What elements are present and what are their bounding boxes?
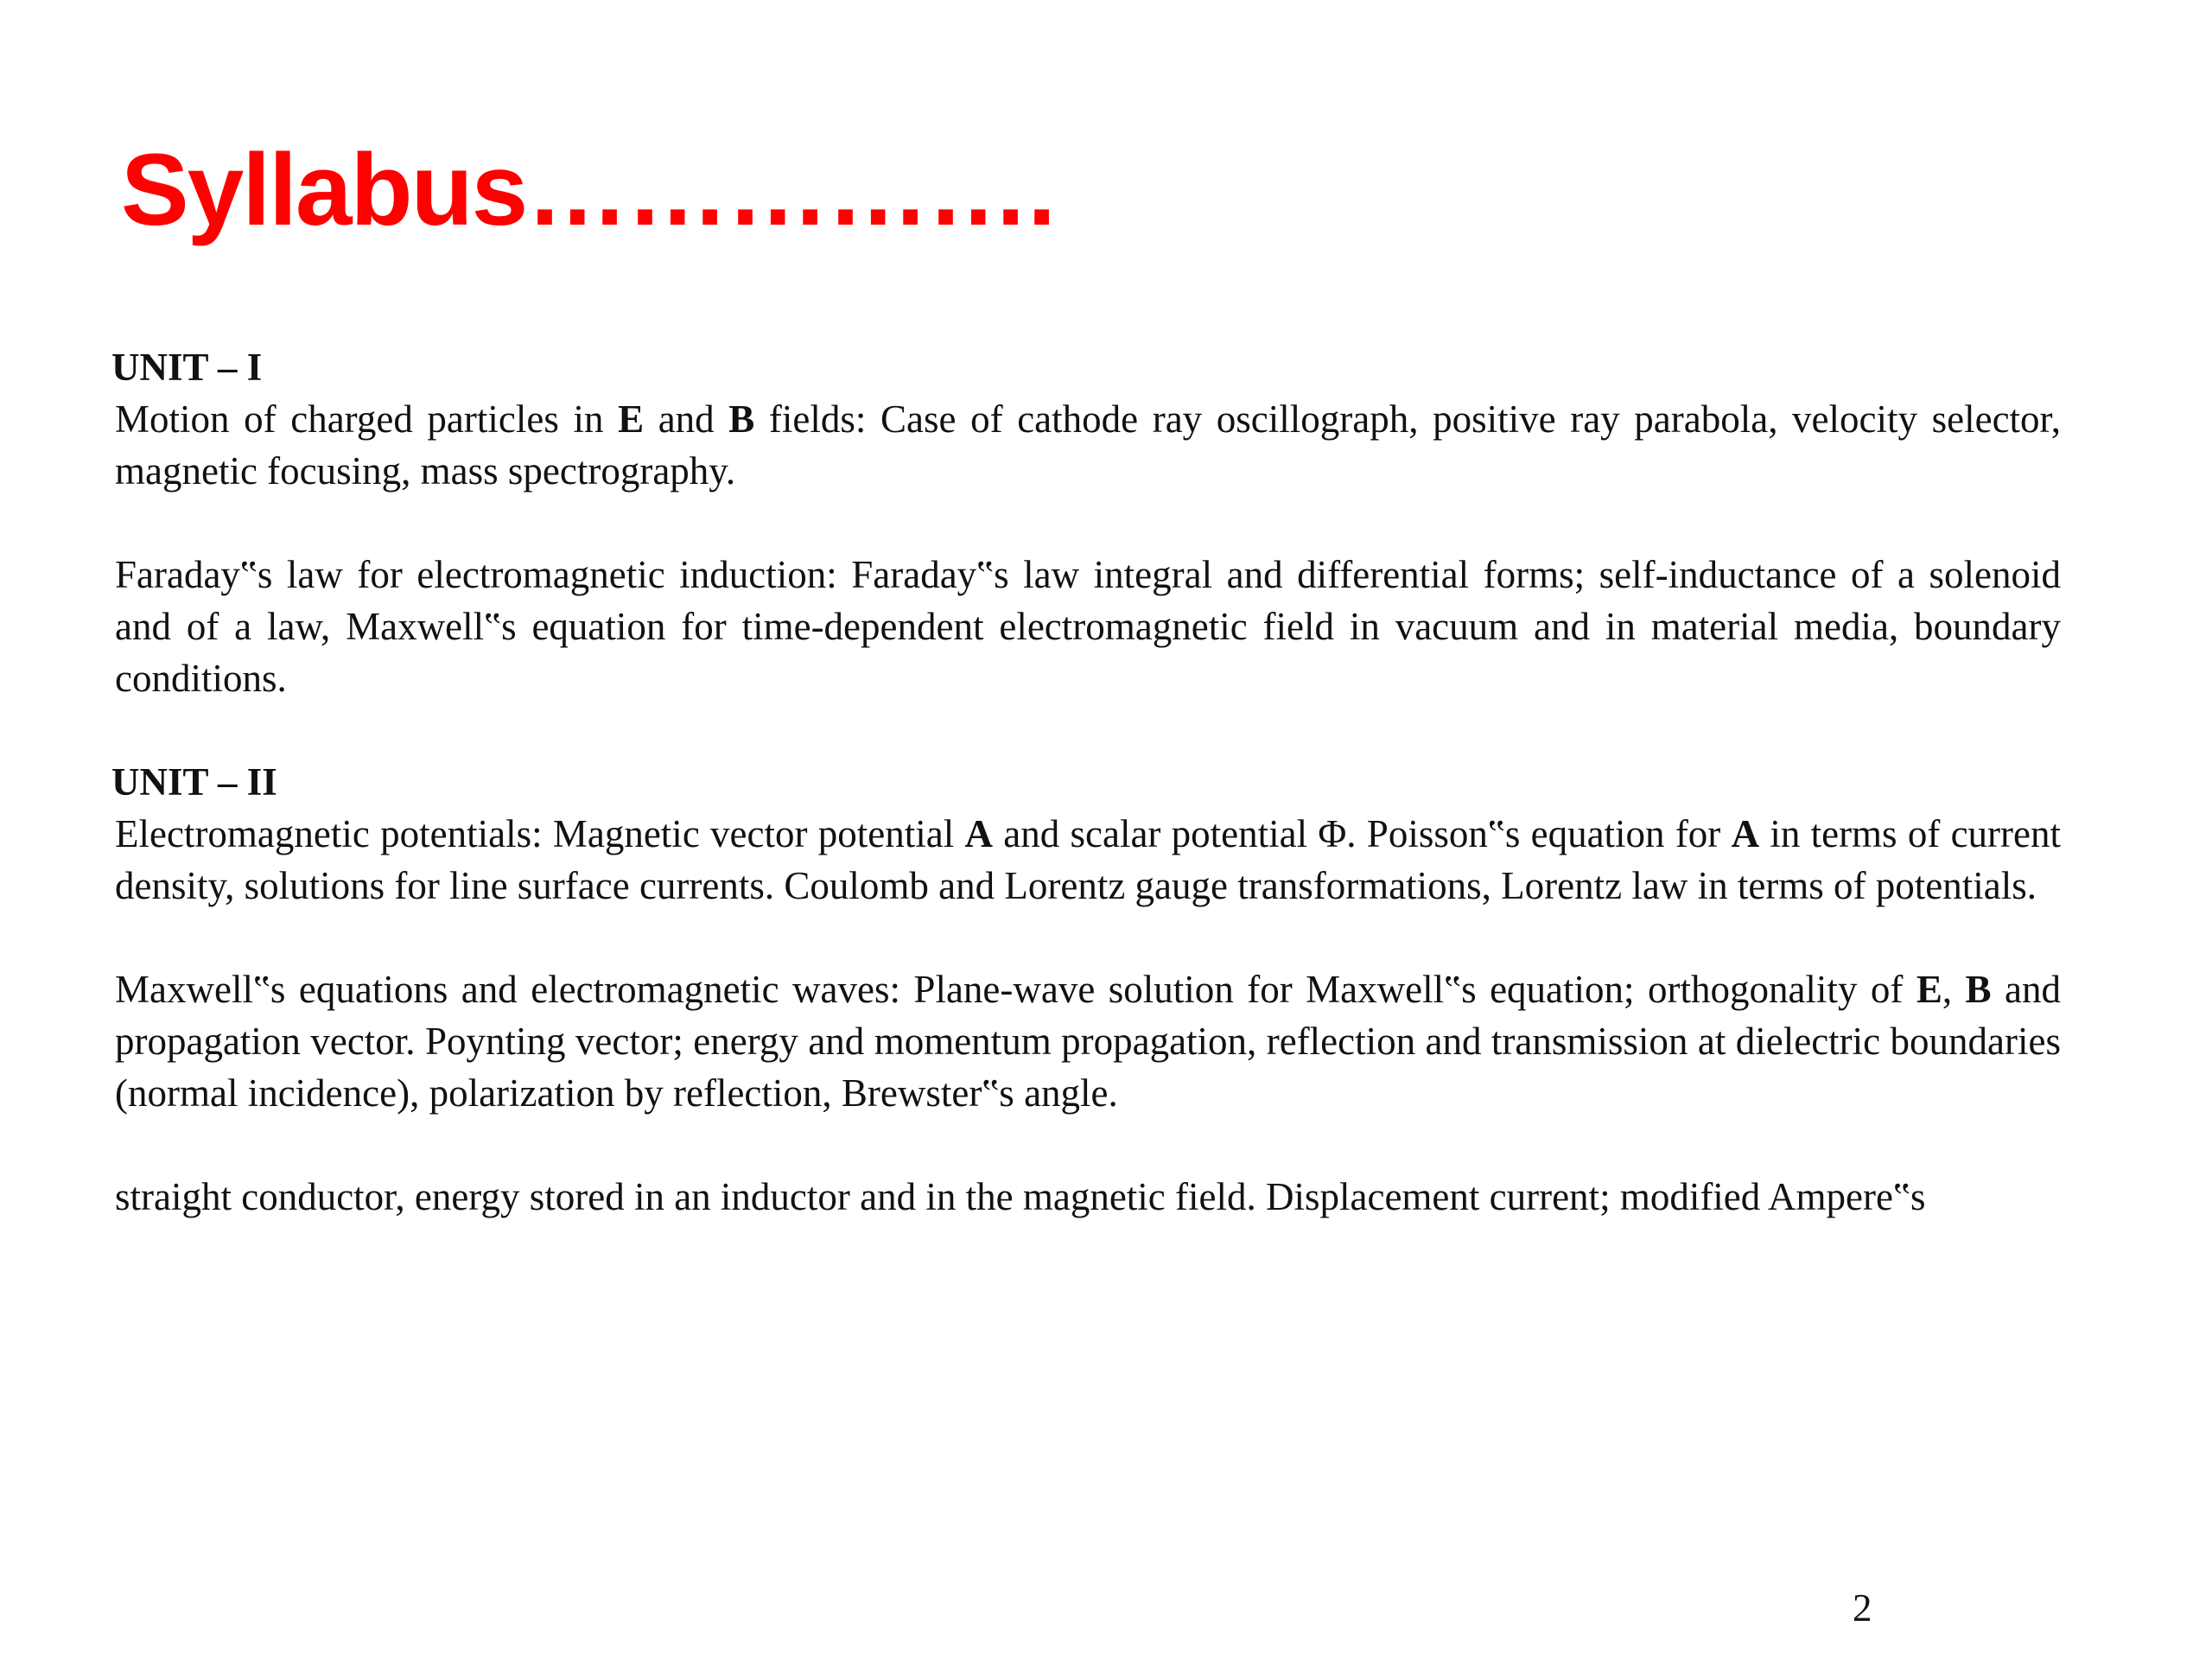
paragraph-gap bbox=[115, 497, 2061, 549]
unit-2-paragraph-2 bbox=[115, 963, 2061, 1119]
slide-title: Syllabus……………. bbox=[121, 133, 1055, 247]
syllabus-content bbox=[111, 341, 2062, 1223]
unit-1-heading: UNIT – I bbox=[111, 346, 263, 389]
text-segment: in terms of current density, solutions for line surface currents. Coulomb and Lorentz gauge transformations, Lorentz law in terms of potentials. bbox=[115, 812, 2062, 907]
text-segment: Motion of charged particles in bbox=[115, 397, 619, 441]
bold-symbol-e: E bbox=[1916, 968, 1942, 1011]
paragraph-gap bbox=[115, 1119, 2061, 1171]
bold-symbol-a: A bbox=[1731, 812, 1760, 855]
unit-2-paragraph-3: straight conductor, energy stored in an inductor and in the magnetic field. Displacement current; modified Ampere‟s bbox=[115, 1175, 1926, 1218]
unit-1-paragraph-1 bbox=[115, 393, 2061, 497]
text-segment: and propagation vector. Poynting vector; energy and momentum propagation, reflection and transmission at dielectric boundaries (normal incidence), polarization by reflection, Brewster‟s angle. bbox=[115, 968, 2061, 1115]
text-segment: , bbox=[1942, 968, 1966, 1011]
bold-symbol-e: E bbox=[618, 397, 645, 441]
paragraph-gap bbox=[115, 912, 2061, 963]
unit-1-paragraph-2: Faraday‟s law for electromagnetic induction: Faraday‟s law integral and differential forms; self-inductance of a solenoid and of a law, Maxwell‟s equation for time-dependent electromagnetic field in vacuum and in material media, boundary conditions. bbox=[115, 553, 2061, 700]
paragraph-gap bbox=[115, 704, 2061, 756]
bold-symbol-a: A bbox=[964, 812, 993, 855]
unit-2-paragraph-1 bbox=[115, 808, 2061, 912]
text-segment: and bbox=[644, 397, 729, 441]
text-segment: Maxwell‟s equations and electromagnetic waves: Plane-wave solution for Maxwell‟s equation; orthogonality of bbox=[115, 968, 1916, 1011]
bold-symbol-b: B bbox=[1965, 968, 1992, 1011]
page-number: 2 bbox=[1853, 1586, 1872, 1630]
unit-2-heading: UNIT – II bbox=[111, 760, 277, 804]
bold-symbol-b: B bbox=[728, 397, 755, 441]
text-segment: Electromagnetic potentials: Magnetic vector potential bbox=[115, 812, 965, 855]
text-segment: and scalar potential Φ. Poisson‟s equation for bbox=[992, 812, 1732, 855]
text-segment: fields: Case of cathode ray oscillograph, positive ray parabola, velocity selector, magnetic focusing, mass spectrography. bbox=[115, 397, 2061, 493]
